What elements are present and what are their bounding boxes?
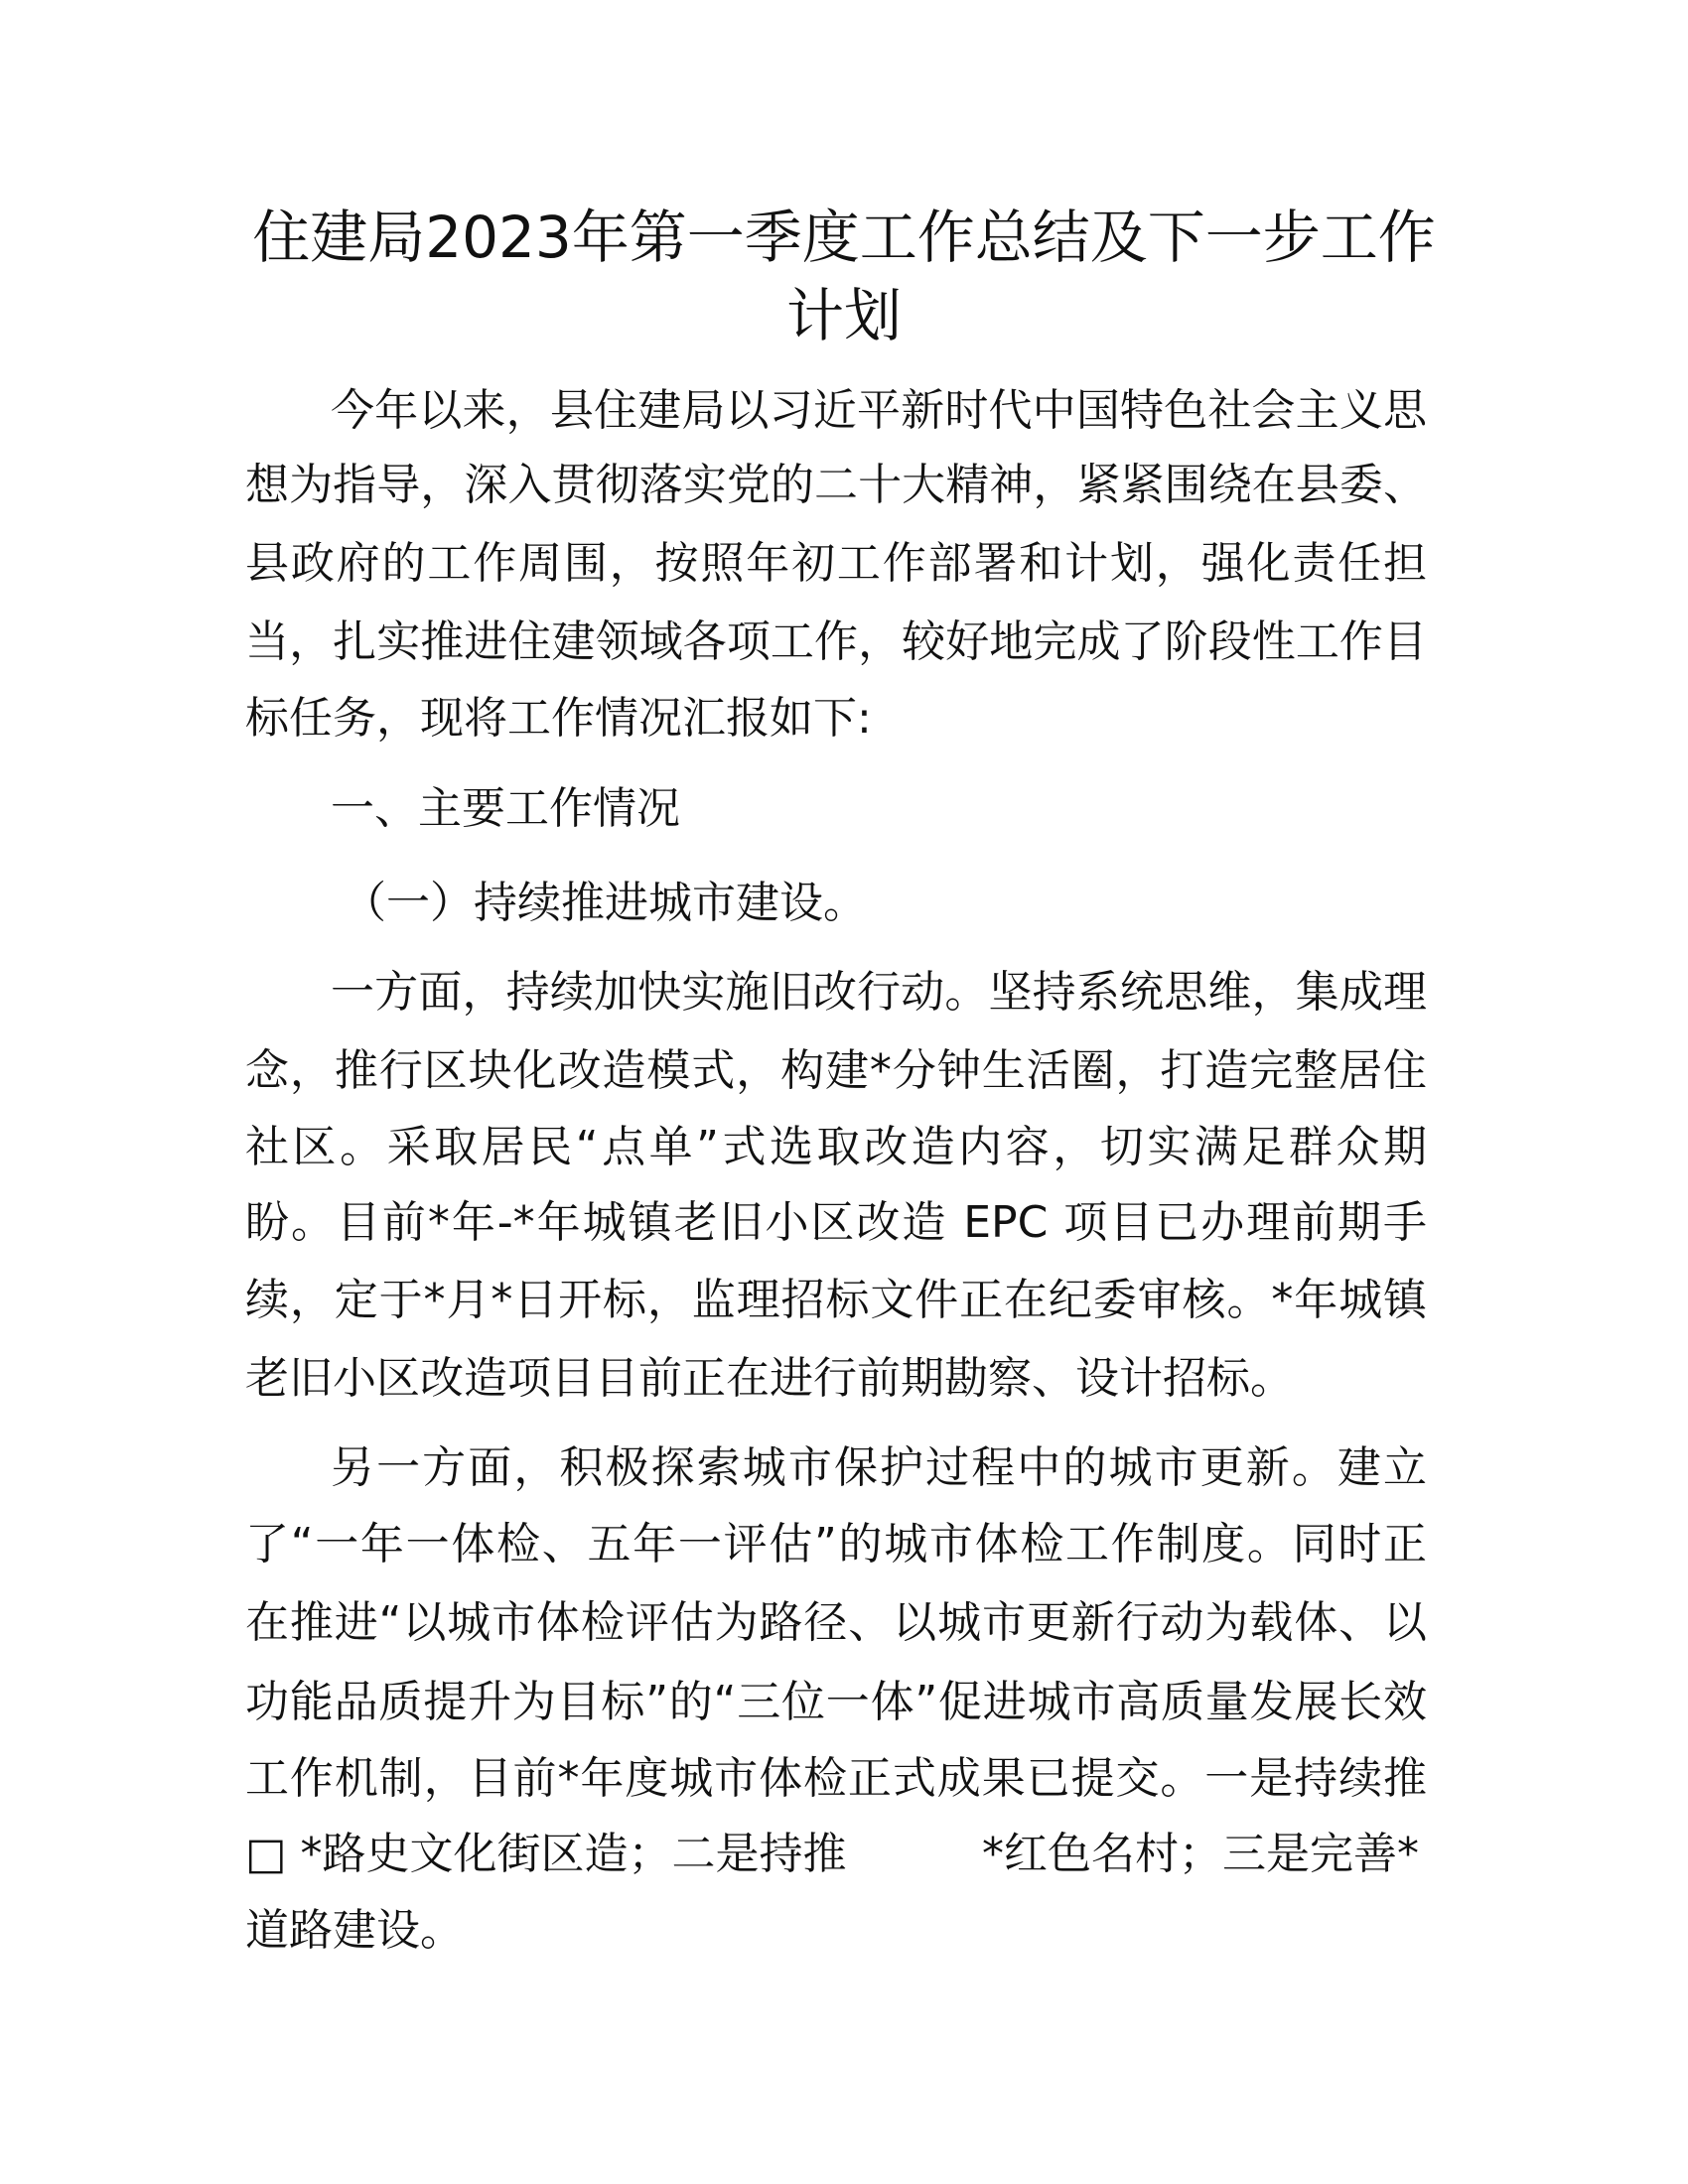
paragraph-line-broken-left: □ *路史文化街区造；二是持推 <box>245 1829 847 1879</box>
paragraph-line: 功能品质提升为目标”的“三位一体”促进城市高质量发展长效 <box>245 1677 1427 1727</box>
paragraph-line: 了“一年一体检、五年一评估”的城市体检工作制度。同时正 <box>245 1519 1427 1570</box>
paragraph-line: 工作机制，目前*年度城市体检正式成果已提交。一是持续推 <box>245 1753 1427 1804</box>
paragraph-line: 今年以来，县住建局以习近平新时代中国特色社会主义思 <box>331 385 1427 436</box>
section-heading: 一、主要工作情况 <box>331 783 680 834</box>
paragraph-line: 另一方面，积极探索城市保护过程中的城市更新。建立 <box>331 1442 1427 1493</box>
paragraph-line-broken-right: *红色名村；三是完善* <box>982 1829 1419 1879</box>
paragraph-line: 盼。目前*年-*年城镇老旧小区改造 EPC 项目已办理前期手 <box>245 1197 1427 1248</box>
document-title-line-2: 计划 <box>785 282 902 349</box>
subsection-heading: （一）持续推进城市建设。 <box>343 878 867 928</box>
paragraph-line: 老旧小区改造项目目前正在进行前期勘察、设计招标。 <box>245 1353 1294 1404</box>
paragraph-line: 想为指导，深入贯彻落实党的二十大精神，紧紧围绕在县委、 <box>245 460 1427 510</box>
paragraph-line: 续，定于*月*日开标，监理招标文件正在纪委审核。*年城镇 <box>245 1275 1427 1325</box>
document-title-line-1: 住建局2023年第一季度工作总结及下一步工作 <box>252 204 1436 271</box>
paragraph-line: 念，推行区块化改造模式，构建*分钟生活圈，打造完整居住 <box>245 1045 1427 1096</box>
paragraph-line: 县政府的工作周围，按照年初工作部署和计划，强化责任担 <box>245 538 1427 589</box>
paragraph-line: 社区。采取居民“点单”式选取改造内容，切实满足群众期 <box>245 1122 1427 1172</box>
paragraph-line: 在推进“以城市体检评估为路径、以城市更新行动为载体、以 <box>245 1597 1427 1648</box>
paragraph-line: 道路建设。 <box>245 1905 464 1956</box>
paragraph-line: 一方面，持续加快实施旧改行动。坚持系统思维，集成理 <box>331 967 1427 1018</box>
paragraph-line: 标任务，现将工作情况汇报如下: <box>245 693 872 744</box>
paragraph-line: 当，扎实推进住建领域各项工作，较好地完成了阶段性工作目 <box>245 616 1427 667</box>
